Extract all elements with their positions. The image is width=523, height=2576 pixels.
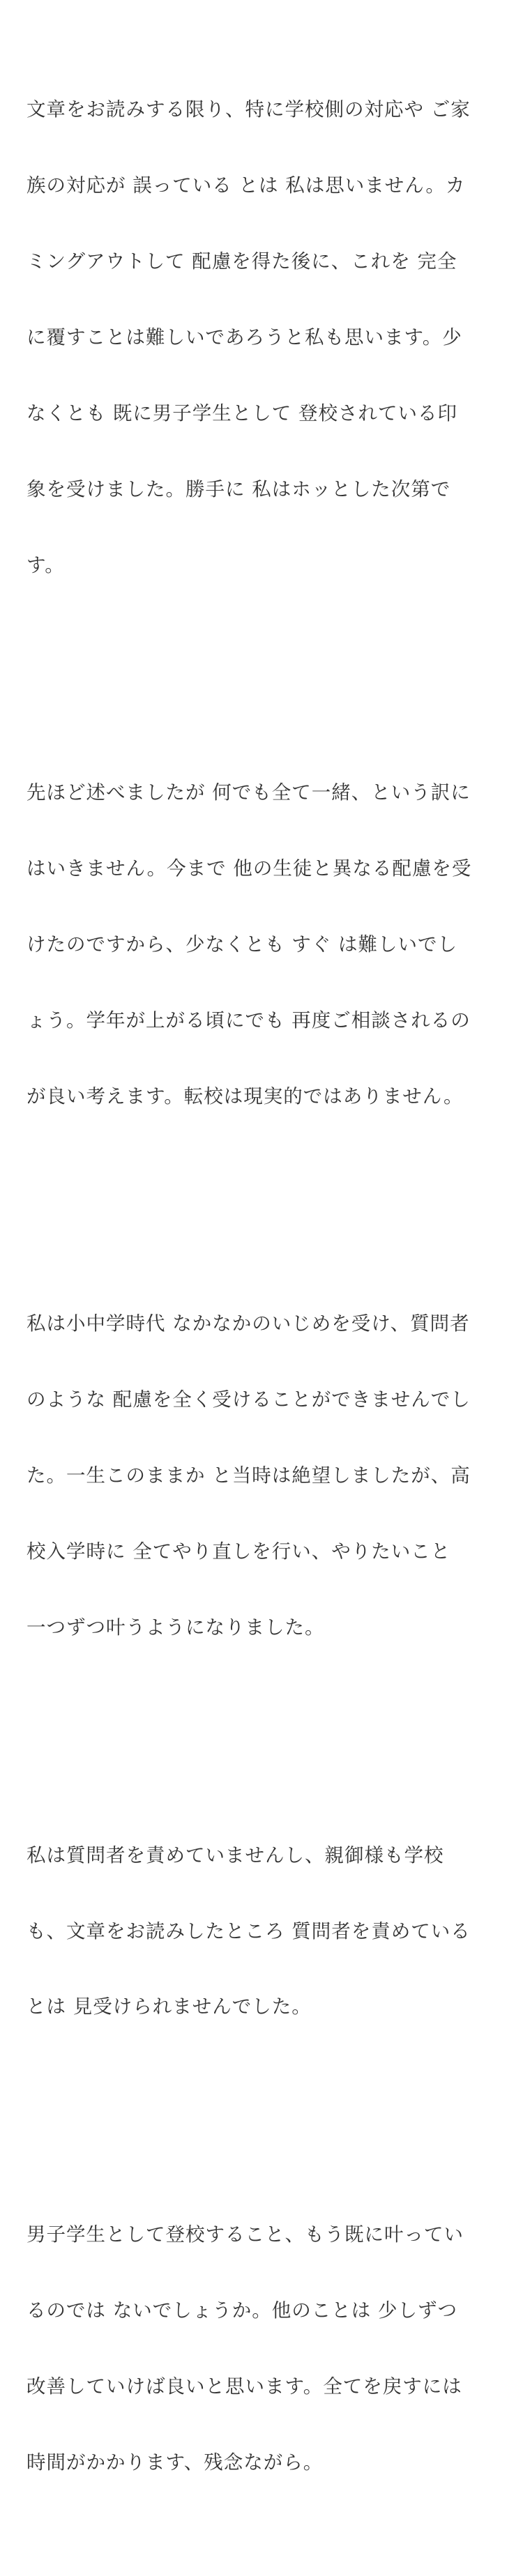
text-line: 私は小中学時代 なかなかのいじめを受け、質問者 bbox=[26, 1312, 470, 1335]
text-line: も、文章をお読みしたところ 質問者を責めている bbox=[26, 1919, 471, 1942]
text-line: が良い考えます。転校は現実的ではありません。 bbox=[26, 1084, 464, 1107]
text-line: なくとも 既に男子学生として 登校されている印 bbox=[26, 401, 457, 424]
text-line: るのでは ないでしょうか。他のことは 少しずつ bbox=[26, 2299, 457, 2322]
text-line: た。一生このままか と当時は絶望しましたが、高 bbox=[26, 1464, 471, 1487]
text-line: 時間がかかります、残念ながら。 bbox=[26, 2451, 324, 2474]
text-line: 校入学時に 全てやり直しを行い、やりたいこと bbox=[26, 1540, 451, 1563]
text-line: 私は質問者を責めていませんし、親御様も学校 bbox=[26, 1843, 444, 1866]
paragraph-2 bbox=[26, 730, 508, 1160]
text-line: 象を受けました。勝手に 私はホッとした次第で bbox=[26, 477, 451, 500]
text-line: す。 bbox=[26, 553, 65, 576]
text-line: 族の対応が 誤っている とは 私は思いません。カ bbox=[26, 174, 466, 197]
answer-text-body bbox=[26, 0, 508, 2576]
paragraph-4 bbox=[26, 1792, 508, 2070]
text-line: のような 配慮を全く受けることができませんでし bbox=[26, 1388, 471, 1411]
text-line: ミングアウトして 配慮を得た後に、これを 完全 bbox=[26, 250, 457, 273]
paragraph-1 bbox=[26, 47, 508, 629]
text-line: 男子学生として登校すること、もう既に叶ってい bbox=[26, 2223, 464, 2246]
text-line: けたのですから、少なくとも すぐ は難しいでし bbox=[26, 933, 457, 956]
paragraph-3 bbox=[26, 1261, 508, 1691]
text-line: ょう。学年が上がる頃にでも 再度ご相談されるの bbox=[26, 1009, 471, 1032]
text-line: 改善していけば良いと思います。全てを戻すには bbox=[26, 2375, 462, 2398]
text-line: 文章をお読みする限り、特に学校側の対応や ご家 bbox=[26, 98, 471, 121]
paragraph-5 bbox=[26, 2172, 508, 2526]
text-line: はいきません。今まで 他の生徒と異なる配慮を受 bbox=[26, 857, 472, 880]
text-line: 先ほど述べましたが 何でも全て一緒、という訳に bbox=[26, 781, 471, 804]
text-line: に覆すことは難しいであろうと私も思います。少 bbox=[26, 325, 462, 348]
text-line: 一つずつ叶うようになりました。 bbox=[26, 1616, 325, 1639]
text-line: とは 見受けられませんでした。 bbox=[26, 1995, 312, 2018]
